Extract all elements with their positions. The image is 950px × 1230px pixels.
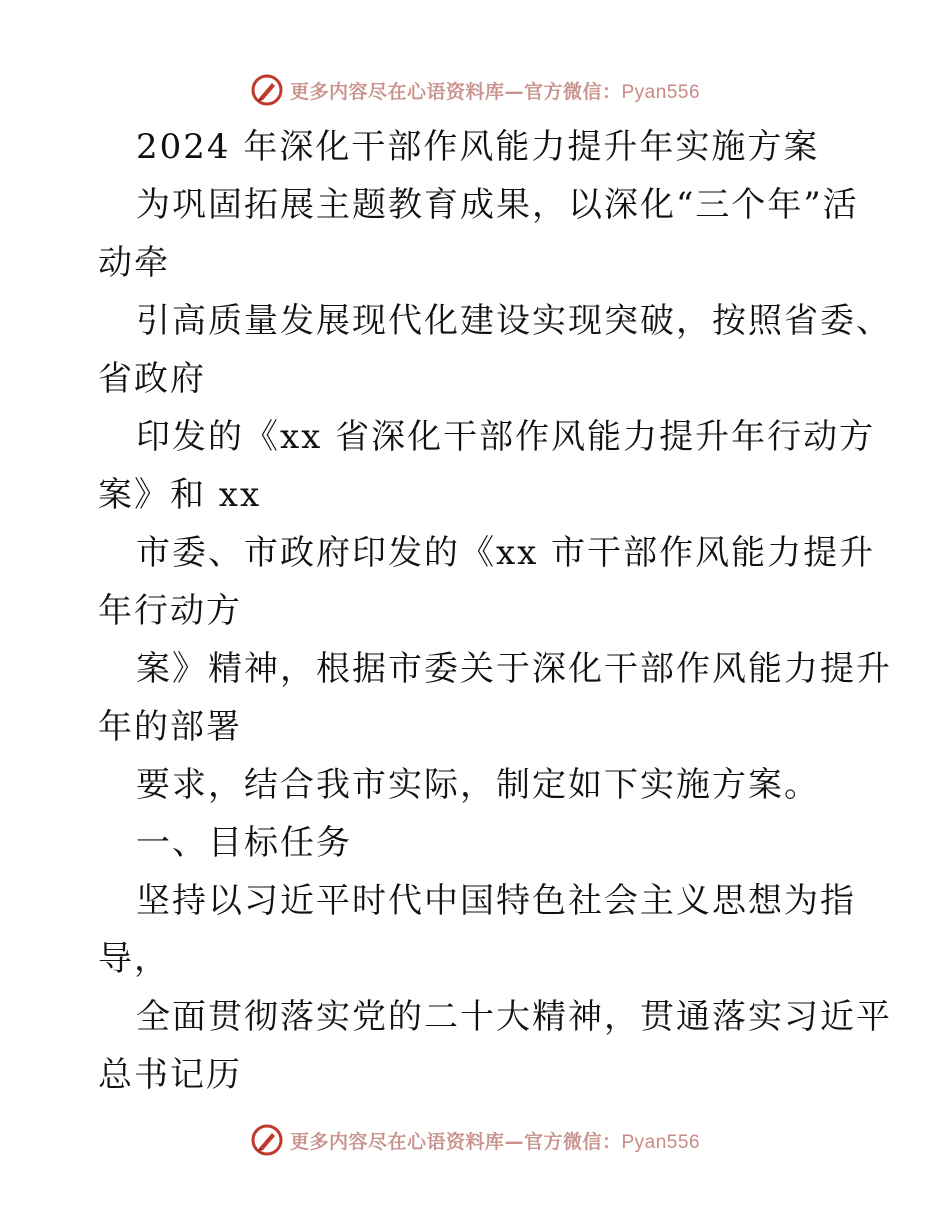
document-line: 动牵 [98,243,170,283]
document-line: 印发的《xx 省深化干部作风能力提升年行动方 [136,417,876,457]
document-line: 年行动方 [98,591,242,631]
document-line: 全面贯彻落实党的二十大精神，贯通落实习近平 [136,997,892,1037]
document-line: 一、目标任务 [136,823,352,863]
header-watermark [0,70,950,110]
document-body [98,118,892,1104]
watermark-wechat-id: Pyan556 [621,81,701,103]
pen-logo-icon [250,1123,284,1157]
document-line: 导， [98,939,170,979]
watermark-site-name: 更多内容尽在心语资料库 [289,1130,505,1153]
document-line: 省政府 [98,359,206,399]
watermark-wechat-id: Pyan556 [621,1131,701,1153]
document-line: 案》精神，根据市委关于深化干部作风能力提升 [136,649,892,689]
pen-logo-icon [250,73,284,107]
watermark-wechat-label: 官方微信： [523,1130,622,1153]
document-line: 市委、市政府印发的《xx 市干部作风能力提升 [136,533,876,573]
watermark-text [290,1127,700,1154]
document-line: 为巩固拓展主题教育成果，以深化“三个年”活 [136,185,859,225]
document-line: 总书记历 [98,1055,242,1095]
footer-watermark [0,1120,950,1160]
watermark-separator: — [504,1130,524,1153]
document-line: 要求，结合我市实际，制定如下实施方案。 [136,765,820,805]
document-line: 案》和 xx [98,475,262,515]
document-line: 引高质量发展现代化建设实现突破，按照省委、 [136,301,892,341]
document-line: 2024 年深化干部作风能力提升年实施方案 [136,127,820,167]
watermark-separator: — [504,80,524,103]
document-line: 坚持以习近平时代中国特色社会主义思想为指 [136,881,856,921]
document-line: 年的部署 [98,707,242,747]
watermark-wechat-label: 官方微信： [523,80,622,103]
watermark-site-name: 更多内容尽在心语资料库 [289,80,505,103]
watermark-text [290,77,700,104]
